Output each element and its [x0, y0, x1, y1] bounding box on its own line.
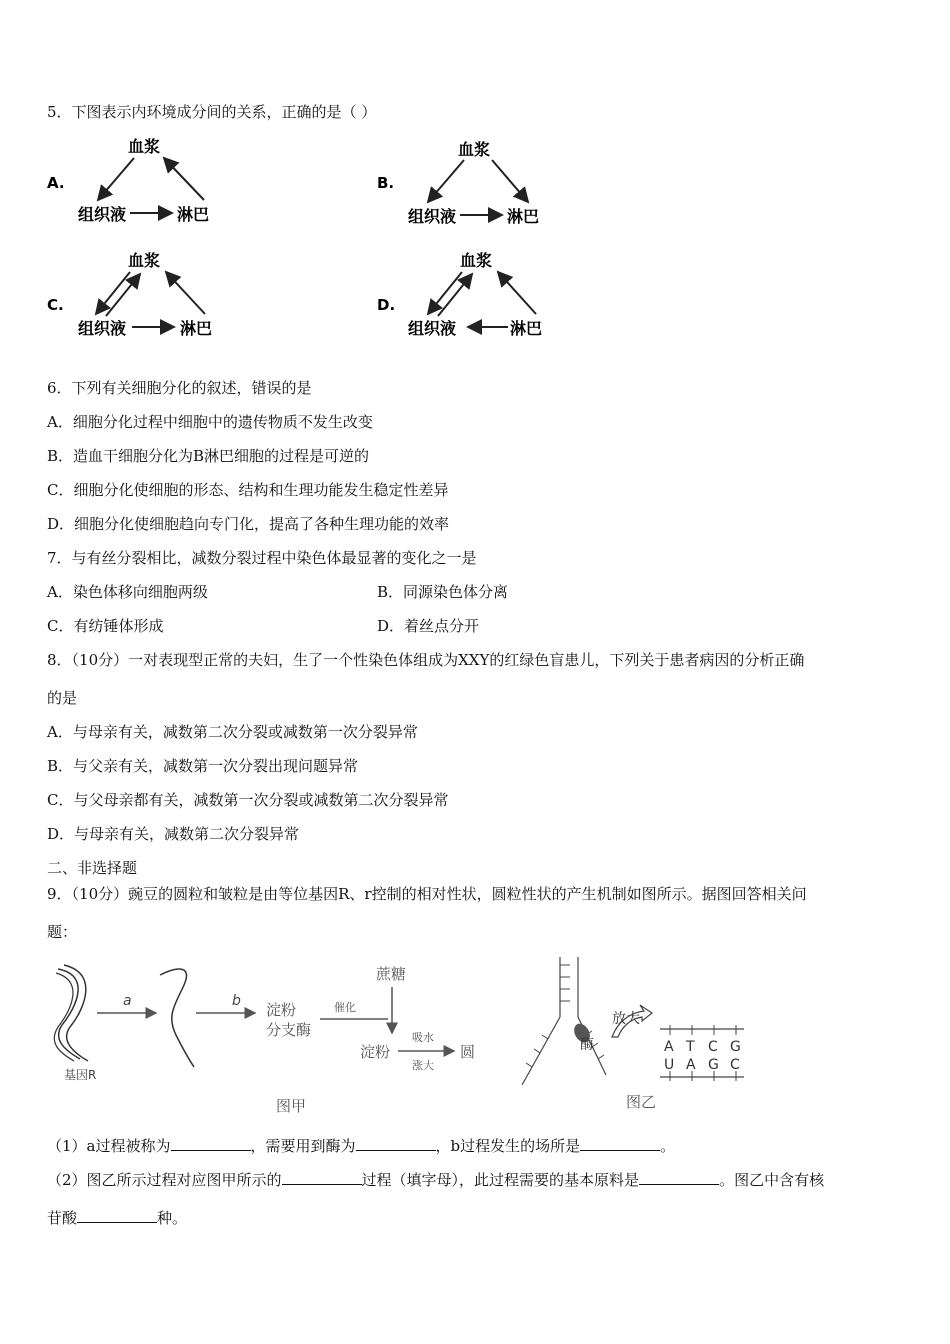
q6-stem: 6．下列有关细胞分化的叙述，错误的是 [47, 379, 312, 397]
gene-r-label: 基因R [64, 1068, 97, 1082]
q8-stem-line1: 8．（10分）一对表现型正常的夫妇，生了一个性染色体组成为XXY的红绿色盲患儿，下列关于患者病因的分析正确 [47, 651, 805, 669]
q9-sub1-part4: 。 [660, 1137, 676, 1155]
q8-stem-line2: 的是 [47, 689, 78, 707]
catalyze-label: 催化 [334, 1001, 356, 1014]
enzyme-line1: 淀粉 [266, 1001, 297, 1019]
q5-a-right: 淋巴 [177, 205, 210, 224]
answer-blank-4[interactable] [282, 1170, 362, 1185]
answer-blank-1[interactable] [171, 1136, 251, 1151]
enzyme-line2: 分支酶 [266, 1021, 312, 1039]
q7-option-c[interactable]: C．有纺锤体形成 [47, 617, 164, 635]
q9-sub2-cont [47, 1208, 187, 1228]
absorb-label: 吸水 [412, 1031, 434, 1044]
figure-jia-caption: 图甲 [276, 1097, 307, 1115]
q9-sub2-part2: 过程（填字母），此过程需要的基本原料是 [361, 1171, 640, 1189]
q6-option-d[interactable]: D．细胞分化使细胞趋向专门化，提高了各种生理功能的效率 [47, 515, 450, 533]
starch-label: 淀粉 [360, 1043, 391, 1061]
q6-option-a[interactable]: A．细胞分化过程中细胞中的遗传物质不发生改变 [47, 413, 373, 431]
figure-yi [522, 957, 744, 1111]
magnify-label: 放大 [612, 1011, 640, 1027]
q8-option-d[interactable]: D．与母亲有关，减数第二次分裂异常 [47, 825, 300, 843]
figure-yi-caption: 图乙 [626, 1093, 657, 1111]
q5-option-b-label: B. [377, 174, 395, 192]
q5-stem: 5．下图表示内环境成分间的关系，正确的是（ ） [47, 103, 377, 121]
q9-sub2 [47, 1170, 824, 1190]
q9-sub1-part2: ，需要用到酶为 [250, 1137, 356, 1155]
enzyme-yi-label: 酶 [580, 1037, 594, 1053]
round-label: 圆 [460, 1043, 476, 1061]
base-a: A [664, 1039, 674, 1055]
q7-option-d[interactable]: D．着丝点分开 [377, 617, 480, 635]
process-b-label: b [232, 993, 241, 1009]
q5-c-right: 淋巴 [180, 319, 213, 338]
q5-d-right: 淋巴 [510, 319, 543, 338]
q6-option-c[interactable]: C．细胞分化使细胞的形态、结构和生理功能发生稳定性差异 [47, 481, 449, 499]
q7-stem: 7．与有丝分裂相比，减数分裂过程中染色体最显著的变化之一是 [47, 549, 477, 567]
q9-sub2-part5: 种。 [157, 1209, 188, 1227]
q9-figures [0, 955, 950, 1125]
answer-blank-6[interactable] [77, 1208, 157, 1223]
sucrose-label: 蔗糖 [376, 965, 407, 983]
q5-option-d-label: D. [377, 296, 396, 314]
q5-diagrams [0, 130, 950, 380]
q5-a-left: 组织液 [78, 205, 127, 224]
q9-stem-line1: 9．（10分）豌豆的圆粒和皱粒是由等位基因R、r控制的相对性状，圆粒性状的产生机制如图所示。据图回答相关问 [47, 885, 807, 903]
q5-c-top: 血浆 [128, 251, 161, 270]
base-c2: C [730, 1057, 740, 1073]
q9-stem-line2: 题： [47, 923, 78, 941]
q5-option-d[interactable] [377, 251, 542, 338]
q5-option-a-label: A. [47, 174, 65, 192]
base-u: U [664, 1057, 675, 1073]
figure-jia [54, 965, 475, 1115]
q9-sub2-part1: （2）图乙所示过程对应图甲所示的 [47, 1171, 282, 1189]
q5-a-top: 血浆 [128, 137, 161, 156]
q9-sub2-part4: 苷酸 [47, 1209, 78, 1227]
q9-sub1 [47, 1136, 675, 1156]
q9-sub1-part3: ，b过程发生的场所是 [435, 1137, 581, 1155]
base-c: C [708, 1039, 718, 1055]
q5-c-left: 组织液 [78, 319, 127, 338]
q5-option-c[interactable] [47, 251, 212, 338]
q8-option-a[interactable]: A．与母亲有关，减数第二次分裂或减数第一次分裂异常 [47, 723, 418, 741]
answer-blank-5[interactable] [639, 1170, 719, 1185]
q5-b-top: 血浆 [458, 140, 491, 159]
base-g2: G [708, 1057, 719, 1073]
process-a-label: a [123, 993, 132, 1009]
q5-b-left: 组织液 [408, 207, 457, 226]
swell-label: 涨大 [412, 1059, 434, 1072]
q5-option-b[interactable] [377, 140, 539, 226]
q9-sub2-part3: 。图乙中含有核 [719, 1171, 825, 1189]
q5-option-c-label: C. [47, 296, 64, 314]
q5-d-top: 血浆 [460, 251, 493, 270]
answer-blank-2[interactable] [356, 1136, 436, 1151]
q7-option-a[interactable]: A．染色体移向细胞两级 [47, 583, 208, 601]
q7-option-b[interactable]: B．同源染色体分离 [377, 583, 509, 601]
answer-blank-3[interactable] [580, 1136, 660, 1151]
base-a2: A [686, 1057, 696, 1073]
q5-b-right: 淋巴 [507, 207, 540, 226]
q8-option-c[interactable]: C．与父母亲都有关，减数第一次分裂或减数第二次分裂异常 [47, 791, 449, 809]
q5-d-left: 组织液 [408, 319, 457, 338]
q6-option-b[interactable]: B．造血干细胞分化为B淋巴细胞的过程是可逆的 [47, 447, 370, 465]
q9-sub1-part1: （1）a过程被称为 [47, 1137, 171, 1155]
section-heading: 二、非选择题 [47, 859, 138, 877]
base-t: T [686, 1039, 695, 1055]
base-g: G [730, 1039, 741, 1055]
q5-option-a[interactable] [47, 137, 209, 224]
q8-option-b[interactable]: B．与父亲有关，减数第一次分裂出现问题异常 [47, 757, 359, 775]
